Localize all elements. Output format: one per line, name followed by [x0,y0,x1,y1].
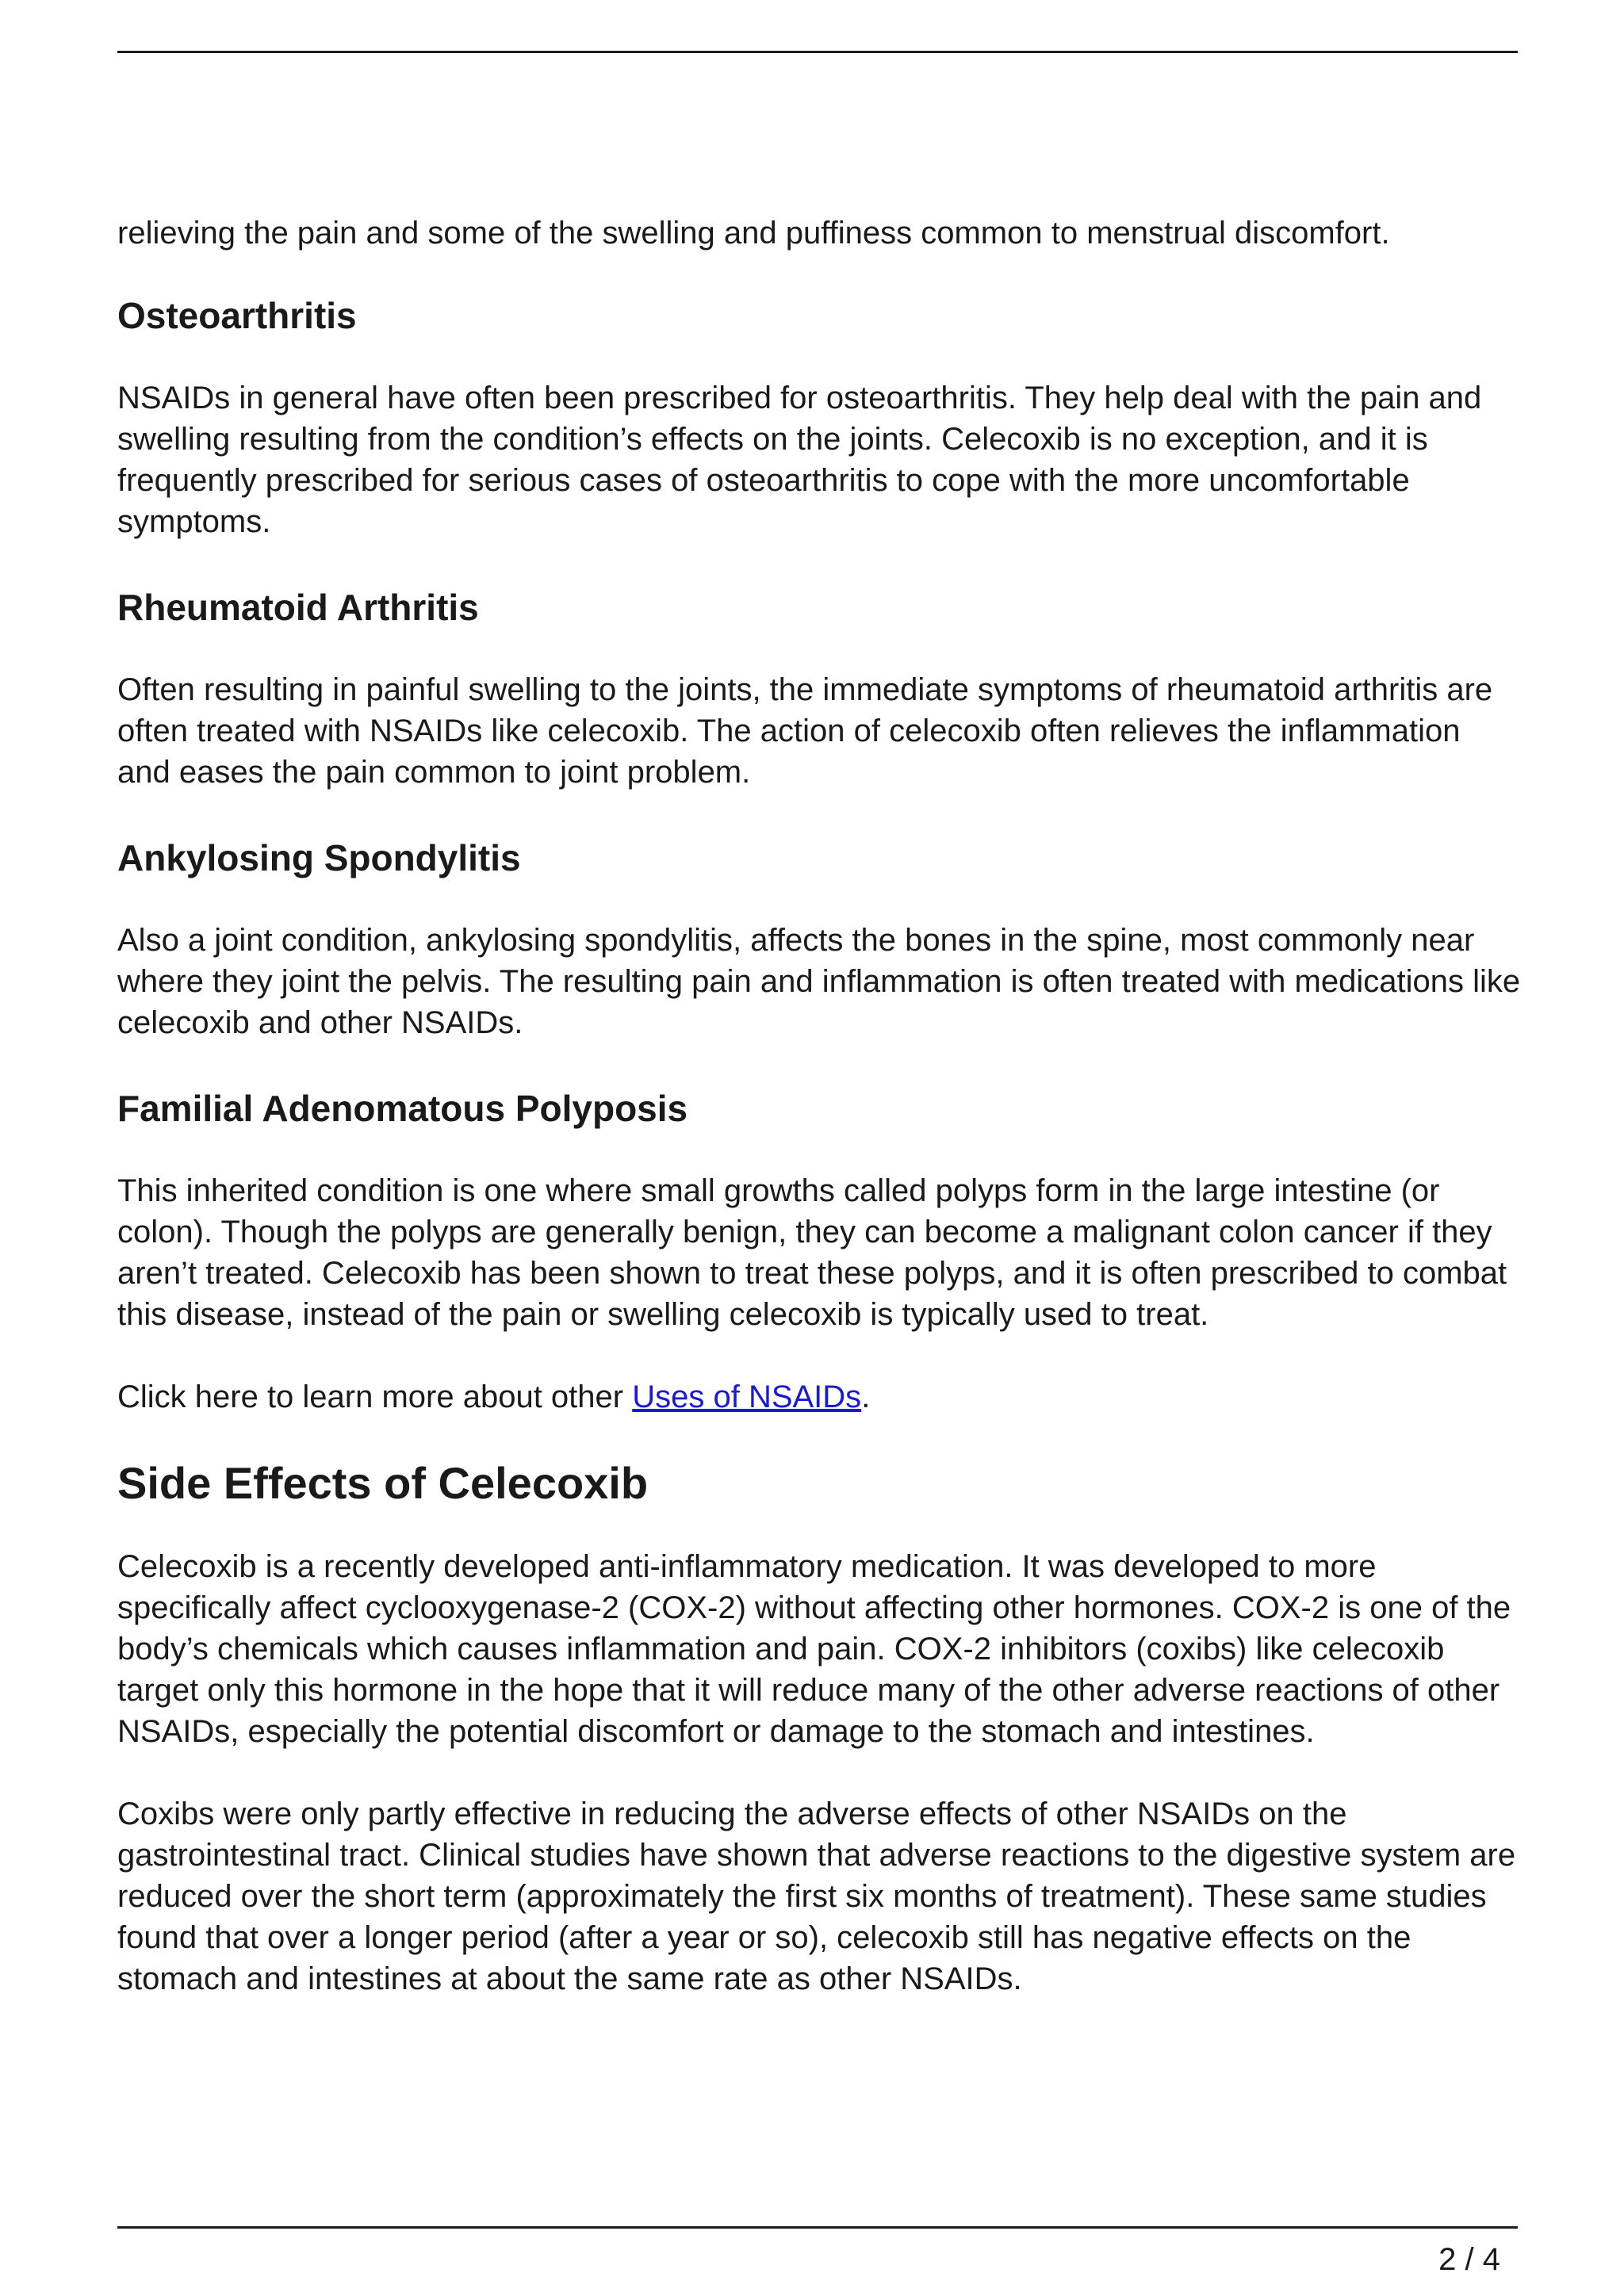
learn-more-line [117,1376,1521,1418]
heading-familial-adenomatous-polyposis: Familial Adenomatous Polyposis [117,1088,688,1129]
uses-of-nsaids-link[interactable]: Uses of NSAIDs [632,1380,862,1414]
paragraph-osteoarthritis: NSAIDs in general have often been prescribed for osteoarthritis. They help deal with the pain and swelling resulting from the condition’s effects on the joints. Celecoxib is no exception, and it is frequently prescribed for serious cases of osteoarthritis to cope with the more uncomfortable symptoms. [117,381,1482,539]
paragraph-side-effects-2: Coxibs were only partly effective in reducing the adverse effects of other NSAIDs on the gastrointestinal tract. Clinical studies have shown that adverse reactions to the digestive system are reduced over the short term (approximately the first six months of treatment). These same studies found that over a longer period (after a year or so), celecoxib still has negative effects on the stomach and intestines at about the same rate as other NSAIDs. [117,1797,1516,1996]
page-content [117,212,1521,1999]
intro-paragraph: relieving the pain and some of the swelling and puffiness common to menstrual discomfort. [117,216,1390,251]
header-rule [117,51,1518,53]
learn-more-prefix: Click here to learn more about other [117,1380,633,1414]
heading-osteoarthritis: Osteoarthritis [117,295,357,336]
heading-rheumatoid-arthritis: Rheumatoid Arthritis [117,587,479,628]
page-number: 2 / 4 [1438,2242,1500,2277]
paragraph-familial-adenomatous-polyposis: This inherited condition is one where small growths called polyps form in the large intestine (or colon). Though the polyps are generally benign, they can become a malignant colon cancer if they aren’t treated. Celecoxib has been shown to treat these polyps, and it is often prescribed to combat this disease, instead of the pain or swelling celecoxib is typically used to treat. [117,1173,1507,1332]
learn-more-suffix: . [861,1380,871,1414]
paragraph-rheumatoid-arthritis: Often resulting in painful swelling to the joints, the immediate symptoms of rheumatoid arthritis are often treated with NSAIDs like celecoxib. The action of celecoxib often relieves the inflammation and eases the pain common to joint problem. [117,672,1493,790]
heading-ankylosing-spondylitis: Ankylosing Spondylitis [117,837,521,878]
heading-side-effects: Side Effects of Celecoxib [117,1458,649,1508]
paragraph-ankylosing-spondylitis: Also a joint condition, ankylosing spondylitis, affects the bones in the spine, most commonly near where they joint the pelvis. The resulting pain and inflammation is often treated with medications like celecoxib and other NSAIDs. [117,923,1521,1040]
paragraph-side-effects-1: Celecoxib is a recently developed anti-inflammatory medication. It was developed to more specifically affect cyclooxygenase-2 (COX-2) without affecting other hormones. COX-2 is one of the body’s chemicals which causes inflammation and pain. COX-2 inhibitors (coxibs) like celecoxib target only this hormone in the hope that it will reduce many of the other adverse reactions of other NSAIDs, especially the potential discomfort or damage to the stomach and intestines. [117,1549,1511,1749]
footer-rule [117,2226,1518,2229]
